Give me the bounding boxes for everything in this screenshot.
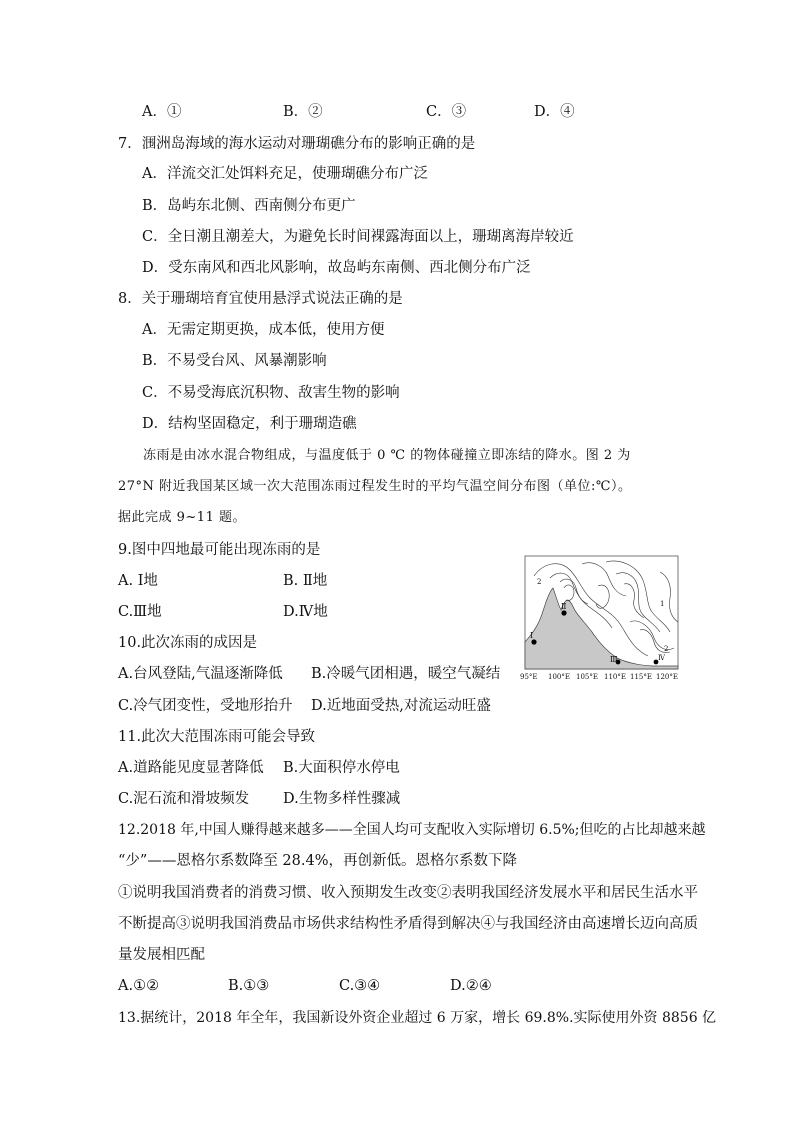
q8-stem: 8．关于珊瑚培育宜使用悬浮式说法正确的是 [118, 291, 403, 307]
q13-line-1: 13.据统计，2018 年全年，我国新设外资企业超过 6 万家，增长 69.8%.实际使用外资 8856 亿 [118, 1010, 717, 1026]
q11-option-a: A.道路能见度显著降低 [118, 760, 264, 776]
q6-option-d: D．④ [534, 104, 575, 120]
q6-option-c: C．③ [426, 104, 467, 120]
q12-statement-line-1: ①说明我国消费者的消费习惯、收入预期发生改变②表明我国经济发展水平和居民生活水平 [118, 885, 698, 901]
q11-option-d: D.生物多样性骤减 [283, 791, 401, 807]
q6-option-b: B．② [283, 104, 323, 120]
q11-stem: 11.此次大范围冻雨可能会导致 [118, 729, 316, 745]
q8-option-c: C．不易受海底沉积物、敌害生物的影响 [142, 385, 400, 401]
q7-option-c: C．全日潮且潮差大，为避免长时间裸露海面以上，珊瑚离海岸较近 [142, 229, 574, 245]
intro-line-3: 据此完成 9~11 题。 [118, 510, 246, 525]
x-tick-110: 110°E [604, 673, 626, 681]
q12-statement-line-3: 量发展相匹配 [118, 947, 205, 963]
q9-option-b: B. Ⅱ地 [283, 573, 328, 589]
q9-option-d: D.Ⅳ地 [283, 604, 328, 620]
q9-stem: 9.图中四地最可能出现冻雨的是 [118, 542, 321, 558]
q12-option-b: B.①③ [228, 978, 270, 994]
q10-option-d: D.近地面受热,对流运动旺盛 [311, 698, 491, 714]
x-axis-ticks [520, 673, 678, 681]
intro-paragraph [118, 440, 688, 533]
q7-option-a: A．洋流交汇处饵料充足，使珊瑚礁分布广泛 [142, 166, 428, 182]
temperature-map-figure [520, 552, 682, 684]
q11-option-b: B.大面积停水停电 [283, 760, 400, 776]
q9-option-a: A. Ⅰ地 [118, 573, 158, 589]
q12-option-d: D.②④ [450, 978, 492, 994]
x-tick-105: 105°E [576, 673, 598, 681]
label-point-IV: Ⅳ [658, 654, 665, 662]
q12-line-1: 12.2018 年,中国人赚得越来越多——全国人均可支配收入实际增切 6.5%;但吃的占比却越来越 [118, 822, 706, 838]
q11-option-c: C.泥石流和滑坡频发 [118, 791, 250, 807]
intro-line-1: 冻雨是由冰水混合物组成，与温度低于 0 ℃ 的物体碰撞立即冻结的降水。图 2 为 [143, 448, 631, 463]
q8-option-b: B．不易受台风、风暴潮影响 [142, 353, 327, 369]
x-tick-120: 120°E [656, 673, 678, 681]
label-point-III: Ⅲ [610, 655, 618, 664]
label-point-II: Ⅱ [561, 602, 567, 611]
q8-option-a: A．无需定期更换，成本低，使用方便 [142, 322, 385, 338]
q12-option-c: C.③④ [339, 978, 381, 994]
intro-line-2: 27°N 附近我国某区域一次大范围冻雨过程发生时的平均气温空间分布图（单位:℃）。 [118, 479, 632, 494]
q10-option-a: A.台风登陆,气温逐渐降低 [118, 666, 283, 682]
contour-label-2: 1 [660, 600, 665, 608]
q10-option-b: B.冷暖气团相遇，暖空气凝结 [311, 666, 501, 682]
q12-statement-line-2: 不断提高③说明我国消费品市场供求结构性矛盾得到解决④与我国经济由高速增长迈向高质 [118, 916, 698, 932]
q9-option-c: C.Ⅲ地 [118, 604, 162, 620]
q7-option-d: D．受东南风和西北风影响，故岛屿东南侧、西北侧分布广泛 [142, 260, 531, 276]
q12-line-2: “少”——恩格尔系数降至 28.4%，再创新低。恩格尔系数下降 [118, 853, 517, 869]
point-II [561, 610, 566, 615]
x-tick-95: 95°E [520, 673, 538, 681]
label-point-I: Ⅰ [530, 631, 534, 640]
x-tick-100: 100°E [548, 673, 570, 681]
q10-option-c: C.冷气团变性，受地形抬升 [118, 698, 293, 714]
q10-stem: 10.此次冻雨的成因是 [118, 635, 258, 651]
contour-label-1: 2 [537, 578, 542, 586]
point-I [531, 639, 536, 644]
q6-option-a: A．① [142, 104, 182, 120]
contour-label-3: 2 [664, 645, 669, 653]
q7-stem: 7．涠洲岛海域的海水运动对珊瑚礁分布的影响正确的是 [118, 136, 476, 152]
q8-option-d: D．结构坚固稳定，利于珊瑚造礁 [142, 416, 357, 432]
x-tick-115: 115°E [630, 673, 652, 681]
q12-option-a: A.①② [118, 978, 160, 994]
q7-option-b: B．岛屿东北侧、西南侧分布更广 [142, 198, 356, 214]
